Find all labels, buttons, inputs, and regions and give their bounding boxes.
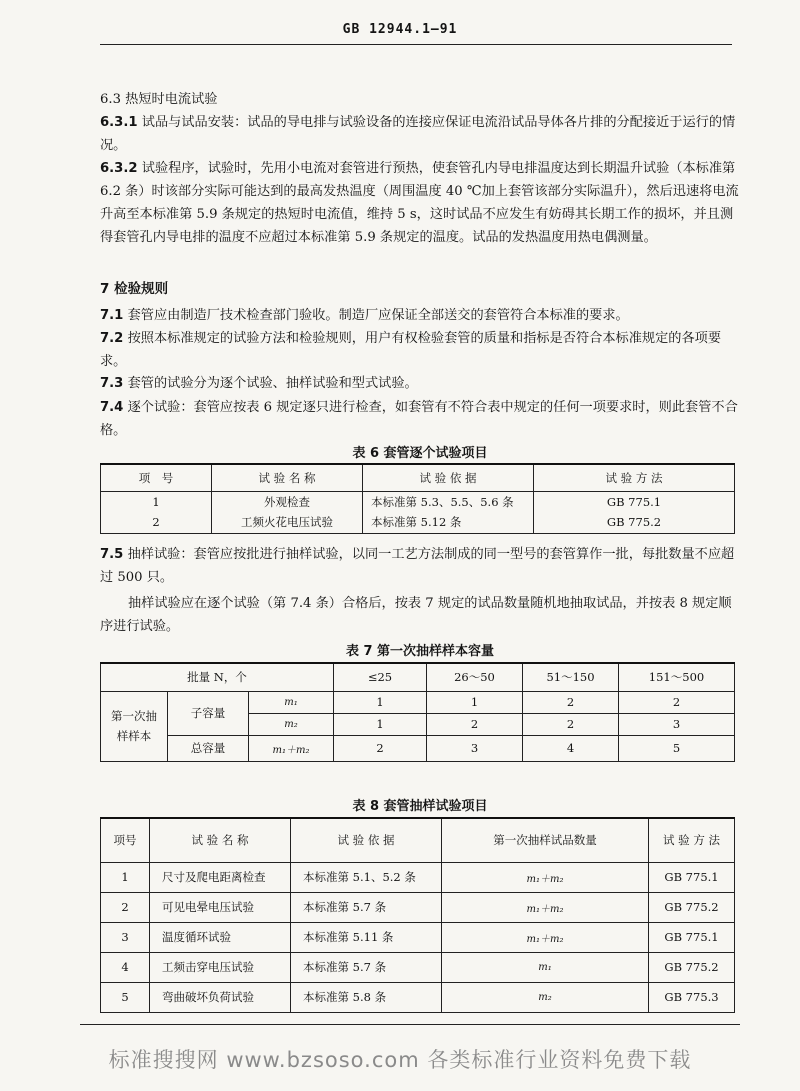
row-label: m₁ bbox=[249, 691, 334, 713]
paragraph bbox=[100, 304, 740, 327]
cell: 5 bbox=[101, 982, 150, 1012]
cell: 2 bbox=[427, 713, 523, 735]
table-row bbox=[101, 952, 735, 982]
table-header: 26～50 bbox=[427, 663, 523, 691]
row-label: m₂ bbox=[249, 713, 334, 735]
table-header: 批量 N，个 bbox=[101, 663, 334, 691]
cell: 2 bbox=[619, 691, 735, 713]
cell: 1 bbox=[101, 862, 150, 892]
clause-number: 6.3.1 bbox=[100, 115, 138, 130]
paragraph bbox=[100, 372, 740, 395]
clause-text: 试品与试品安装：试品的导电排与试验设备的连接应保证电流沿试品导体各片排的分配接近于运行的情况。 bbox=[100, 115, 736, 153]
table-8 bbox=[100, 817, 735, 1013]
clause-number: 7.4 bbox=[100, 400, 124, 415]
cell: GB 775.2 bbox=[649, 952, 735, 982]
cell: GB 775.1 bbox=[649, 862, 735, 892]
table-caption: 表 7 第一次抽样样本容量 bbox=[345, 644, 495, 659]
table-6 bbox=[100, 463, 735, 534]
cell: GB 775.2 bbox=[649, 892, 735, 922]
cell: m₁＋m₂ bbox=[442, 892, 649, 922]
table-row bbox=[101, 862, 735, 892]
cell: m₁＋m₂ bbox=[442, 862, 649, 892]
cell: 5 bbox=[619, 735, 735, 761]
cell: GB 775.3 bbox=[649, 982, 735, 1012]
cell: 工频火花电压试验 bbox=[241, 515, 333, 529]
cell: GB 775.2 bbox=[606, 515, 662, 529]
cell: 本标准第 5.8 条 bbox=[291, 982, 442, 1012]
table-header: 试 验 依 据 bbox=[291, 818, 442, 862]
cell: 本标准第 5.3、5.5、5.6 条 bbox=[371, 495, 514, 509]
cell: GB 775.1 bbox=[606, 495, 662, 509]
paragraph bbox=[100, 543, 740, 589]
clause-number: 7.5 bbox=[100, 547, 124, 562]
cell: 1 bbox=[152, 495, 160, 509]
clause-text: 按照本标准规定的试验方法和检验规则，用户有权检验套管的质量和指标是否符合本标准规定的各项要求。 bbox=[100, 331, 722, 369]
clause-number: 6.3.2 bbox=[100, 161, 138, 176]
table-row bbox=[101, 892, 735, 922]
paragraph: 抽样试验应在逐个试验（第 7.4 条）合格后，按表 7 规定的试品数量随机地抽取试品，并按表 8 规定顺序进行试验。 bbox=[100, 596, 732, 634]
table-header: 试 验 方 法 bbox=[649, 818, 735, 862]
cell: 3 bbox=[427, 735, 523, 761]
row-label: 子容量 bbox=[168, 691, 249, 735]
table-header: 项号 bbox=[101, 818, 150, 862]
clause-number: 7.2 bbox=[100, 331, 124, 346]
cell: 本标准第 5.7 条 bbox=[291, 952, 442, 982]
clause-text: 试验程序，试验时，先用小电流对套管进行预热，使套管孔内导电排温度达到长期温升试验（本标准第 6.2 条）时该部分实际可能达到的最高发热温度（周围温度 40 ℃加上套管该部分实际温升），然后迅速将电流升高至本标准第 5.9 条规定的热短时电流值，维持 5 s，这时试品不应发生有妨碍其长期工作的损坏，并且测得套管孔内导电排的温度不应超过本标准第 5.9 条规定的温度。试品的发热温度用热电偶测量。 bbox=[100, 161, 739, 245]
table-header: 第一次抽样试品数量 bbox=[442, 818, 649, 862]
table-header: 51～150 bbox=[523, 663, 619, 691]
cell: 3 bbox=[101, 922, 150, 952]
cell: 本标准第 5.1、5.2 条 bbox=[291, 862, 442, 892]
cell: 外观检查 bbox=[264, 495, 310, 509]
cell: 弯曲破坏负荷试验 bbox=[150, 982, 291, 1012]
cell: 3 bbox=[619, 713, 735, 735]
row-label: 总容量 bbox=[168, 735, 249, 761]
footer-rule bbox=[80, 1024, 740, 1025]
page-header: GB 12944.1—91 bbox=[342, 22, 458, 37]
cell: m₁ bbox=[442, 952, 649, 982]
cell: 本标准第 5.12 条 bbox=[371, 515, 462, 529]
cell: 4 bbox=[101, 952, 150, 982]
paragraph bbox=[100, 157, 740, 249]
watermark-footer: 标准搜搜网 www.bzsoso.com 各类标准行业资料免费下载 bbox=[108, 1048, 692, 1072]
row-group-label: 第一次抽样样本 bbox=[101, 691, 168, 761]
cell: GB 775.1 bbox=[649, 922, 735, 952]
table-7 bbox=[100, 662, 735, 762]
section-heading: 7 检验规则 bbox=[100, 281, 169, 297]
header-rule bbox=[100, 44, 732, 45]
table-header: 试 验 依 据 bbox=[363, 464, 534, 491]
cell: 2 bbox=[523, 691, 619, 713]
paragraph bbox=[100, 327, 740, 373]
cell: m₁＋m₂ bbox=[442, 922, 649, 952]
cell: 1 bbox=[334, 713, 427, 735]
clause-text: 套管的试验分为逐个试验、抽样试验和型式试验。 bbox=[127, 376, 418, 391]
clause-text: 套管应由制造厂技术检查部门验收。制造厂应保证全部送交的套管符合本标准的要求。 bbox=[127, 308, 629, 323]
clause-text: 抽样试验：套管应按批进行抽样试验，以同一工艺方法制成的同一型号的套管算作一批，每批数量不应超过 500 只。 bbox=[100, 547, 735, 585]
cell: 1 bbox=[334, 691, 427, 713]
cell: 1 bbox=[427, 691, 523, 713]
cell: 2 bbox=[101, 892, 150, 922]
table-header: 试 验 方 法 bbox=[534, 464, 735, 491]
clause-number: 7.1 bbox=[100, 308, 124, 323]
table-row bbox=[101, 491, 735, 533]
table-header: 试 验 名 称 bbox=[150, 818, 291, 862]
cell: 工频击穿电压试验 bbox=[150, 952, 291, 982]
table-row bbox=[101, 691, 735, 713]
cell: 2 bbox=[334, 735, 427, 761]
table-header: ≤25 bbox=[334, 663, 427, 691]
table-caption: 表 6 套管逐个试验项目 bbox=[352, 446, 488, 461]
cell: 2 bbox=[523, 713, 619, 735]
cell: 2 bbox=[152, 515, 160, 529]
cell: 可见电晕电压试验 bbox=[150, 892, 291, 922]
paragraph bbox=[100, 396, 740, 442]
cell: 4 bbox=[523, 735, 619, 761]
clause-text: 逐个试验：套管应按表 6 规定逐只进行检查，如套管有不符合表中规定的任何一项要求时，则此套管不合格。 bbox=[100, 400, 738, 438]
table-row bbox=[101, 982, 735, 1012]
table-header: 试 验 名 称 bbox=[212, 464, 363, 491]
cell: m₂ bbox=[442, 982, 649, 1012]
table-row bbox=[101, 735, 735, 761]
table-header: 项 号 bbox=[101, 464, 212, 491]
table-caption: 表 8 套管抽样试验项目 bbox=[352, 799, 488, 814]
cell: 尺寸及爬电距离检查 bbox=[150, 862, 291, 892]
section-title: 6.3 热短时电流试验 bbox=[100, 92, 218, 107]
row-label: m₁＋m₂ bbox=[249, 735, 334, 761]
table-header: 151～500 bbox=[619, 663, 735, 691]
paragraph bbox=[100, 111, 740, 157]
cell: 本标准第 5.11 条 bbox=[291, 922, 442, 952]
cell: 本标准第 5.7 条 bbox=[291, 892, 442, 922]
cell: 温度循环试验 bbox=[150, 922, 291, 952]
table-row bbox=[101, 922, 735, 952]
clause-number: 7.3 bbox=[100, 376, 124, 391]
